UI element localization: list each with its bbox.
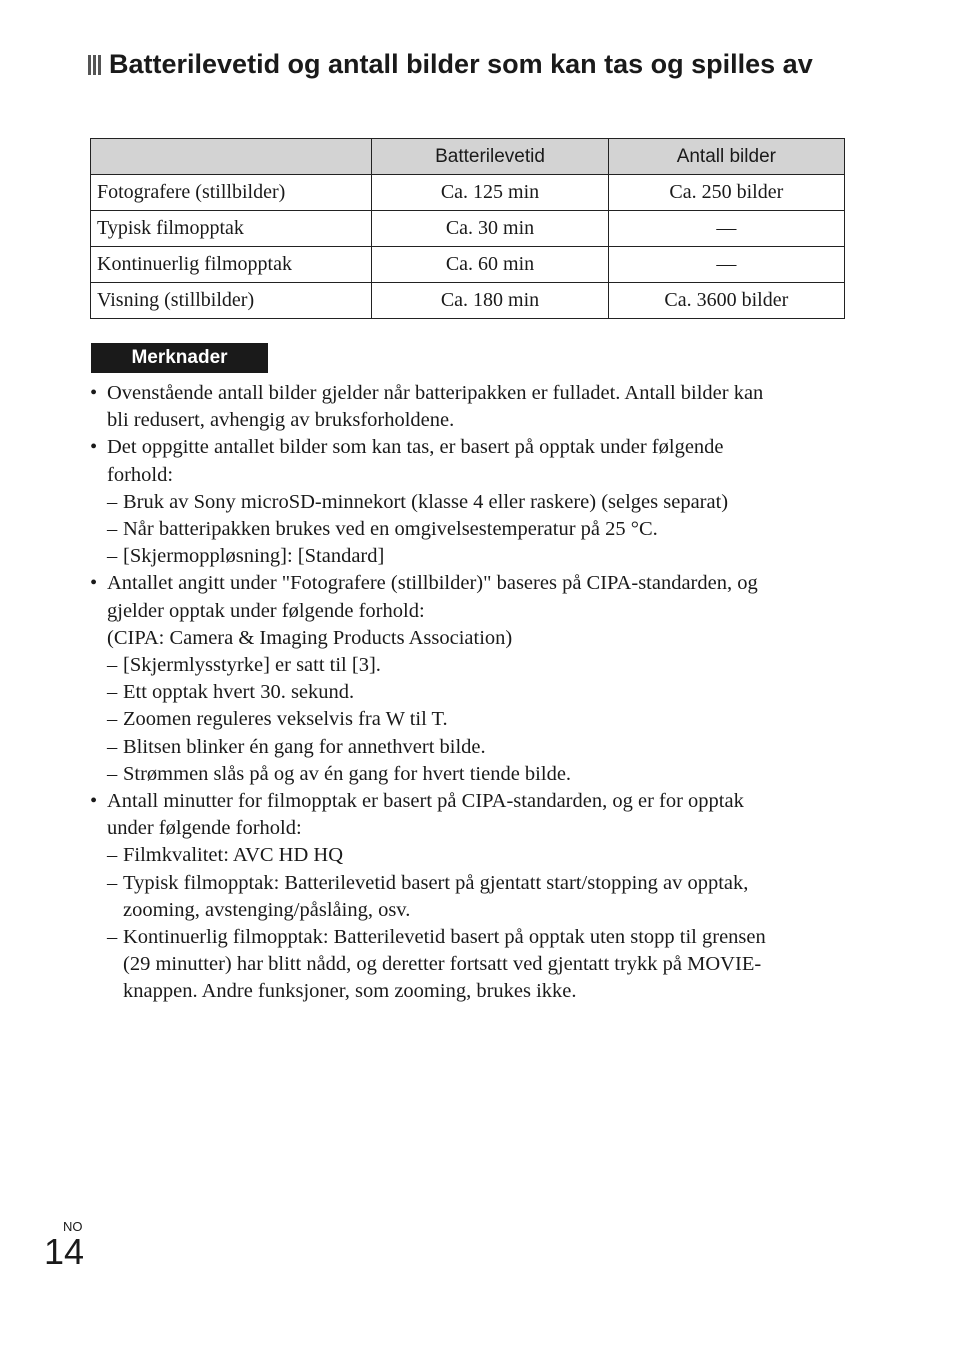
note-sub-item (90, 706, 840, 733)
table-cell: — (608, 211, 844, 247)
note-text: Bruk av Sony microSD-minnekort (klasse 4 eller raskere) (selges separat) (123, 490, 729, 513)
dash-icon: – (107, 926, 118, 949)
dash-icon: – (107, 681, 118, 704)
note-text: Zoomen reguleres vekselvis fra W til T. (123, 708, 448, 731)
note-bullet (90, 434, 840, 461)
notes-label: Merknader (91, 343, 268, 373)
dash-icon: – (107, 844, 118, 867)
note-text: Blitsen blinker én gang for annethvert bilde. (123, 735, 486, 758)
dash-icon: – (107, 490, 118, 513)
table-row (91, 175, 845, 211)
note-sub-continuation: zooming, avstenging/påslåing, osv. (123, 898, 411, 921)
table-cell: Ca. 180 min (372, 283, 608, 319)
note-sub-item (90, 543, 840, 570)
note-text: Når batteripakken brukes ved en omgivelsestemperatur på 25 °C. (123, 518, 658, 541)
note-text: forhold: (107, 463, 174, 486)
dash-icon: – (107, 762, 118, 785)
table-cell: Ca. 60 min (372, 247, 608, 283)
dash-icon: – (107, 518, 118, 541)
note-sub-item (90, 679, 840, 706)
table-cell: Typisk filmopptak (91, 211, 372, 247)
dash-icon: – (107, 545, 118, 568)
dash-icon: – (107, 871, 118, 894)
note-sub-item (90, 870, 840, 897)
note-text: gjelder opptak under følgende forhold: (107, 599, 425, 622)
note-sub-item (90, 842, 840, 869)
note-text: Antall minutter for filmopptak er basert på CIPA-standarden, og er for opptak (107, 790, 744, 813)
note-bullet (90, 570, 840, 597)
note-bullet (90, 788, 840, 815)
dash-icon: – (107, 654, 118, 677)
note-text: bli redusert, avhengig av bruksforholdene. (107, 409, 455, 432)
note-text: under følgende forhold: (107, 817, 302, 840)
note-sub-item (90, 652, 840, 679)
section-marker-icon (88, 55, 101, 75)
table-cell: Ca. 250 bilder (608, 175, 844, 211)
note-sub-item (90, 761, 840, 788)
page-language-code: NO (63, 1219, 83, 1234)
dash-icon: – (107, 735, 118, 758)
note-text: Det oppgitte antallet bilder som kan tas, er basert på opptak under følgende (107, 436, 724, 459)
note-sub-item (90, 489, 840, 516)
table-row (91, 211, 845, 247)
page-number: 14 (44, 1231, 85, 1272)
table-header-row (91, 139, 845, 175)
note-text: [Skjermoppløsning]: [Standard] (123, 545, 385, 568)
note-text: (CIPA: Camera & Imaging Products Association) (107, 626, 513, 649)
table-cell: Fotografere (stillbilder) (91, 175, 372, 211)
note-sub-item (90, 734, 840, 761)
note-sub-item (90, 516, 840, 543)
note-sub-continuation: (29 minutter) har blitt nådd, og deretter fortsatt ved gjentatt trykk på MOVIE- (123, 953, 762, 976)
table-row (91, 283, 845, 319)
note-text: Typisk filmopptak: Batterilevetid basert på gjentatt start/stopping av opptak, (123, 871, 749, 894)
note-text: Kontinuerlig filmopptak: Batterilevetid basert på opptak uten stopp til grensen (123, 926, 766, 949)
bullet-icon: • (90, 382, 98, 404)
note-text: Ett opptak hvert 30. sekund. (123, 681, 355, 704)
battery-life-table (90, 138, 845, 319)
table-header-cell: Batterilevetid (372, 139, 608, 175)
bullet-icon: • (90, 436, 98, 459)
section-heading (88, 48, 848, 80)
note-sub-item (90, 924, 840, 951)
table-header-cell: Antall bilder (608, 139, 844, 175)
bullet-icon: • (90, 572, 98, 595)
table-cell: Ca. 30 min (372, 211, 608, 247)
bullet-icon: • (90, 790, 98, 813)
note-text: [Skjermlysstyrke] er satt til [3]. (123, 654, 381, 677)
table-cell: — (608, 247, 844, 283)
section-title: Batterilevetid og antall bilder som kan tas og spilles av (109, 49, 813, 79)
note-text: Filmkvalitet: AVC HD HQ (123, 844, 344, 867)
note-sub-continuation: knappen. Andre funksjoner, som zooming, brukes ikke. (123, 980, 577, 1003)
dash-icon: – (107, 708, 118, 731)
table-cell: Ca. 3600 bilder (608, 283, 844, 319)
note-text: Ovenstående antall bilder gjelder når batteripakken er fulladet. Antall bilder kan (107, 382, 764, 404)
note-text: Strømmen slås på og av én gang for hvert tiende bilde. (123, 762, 572, 785)
table-cell: Kontinuerlig filmopptak (91, 247, 372, 283)
note-text: Antallet angitt under "Fotografere (stillbilder)" baseres på CIPA-standarden, og (107, 572, 758, 595)
table-header-cell (91, 139, 372, 175)
notes-list (90, 380, 840, 1006)
note-bullet (90, 380, 840, 407)
table-cell: Visning (stillbilder) (91, 283, 372, 319)
table-cell: Ca. 125 min (372, 175, 608, 211)
table-row (91, 247, 845, 283)
